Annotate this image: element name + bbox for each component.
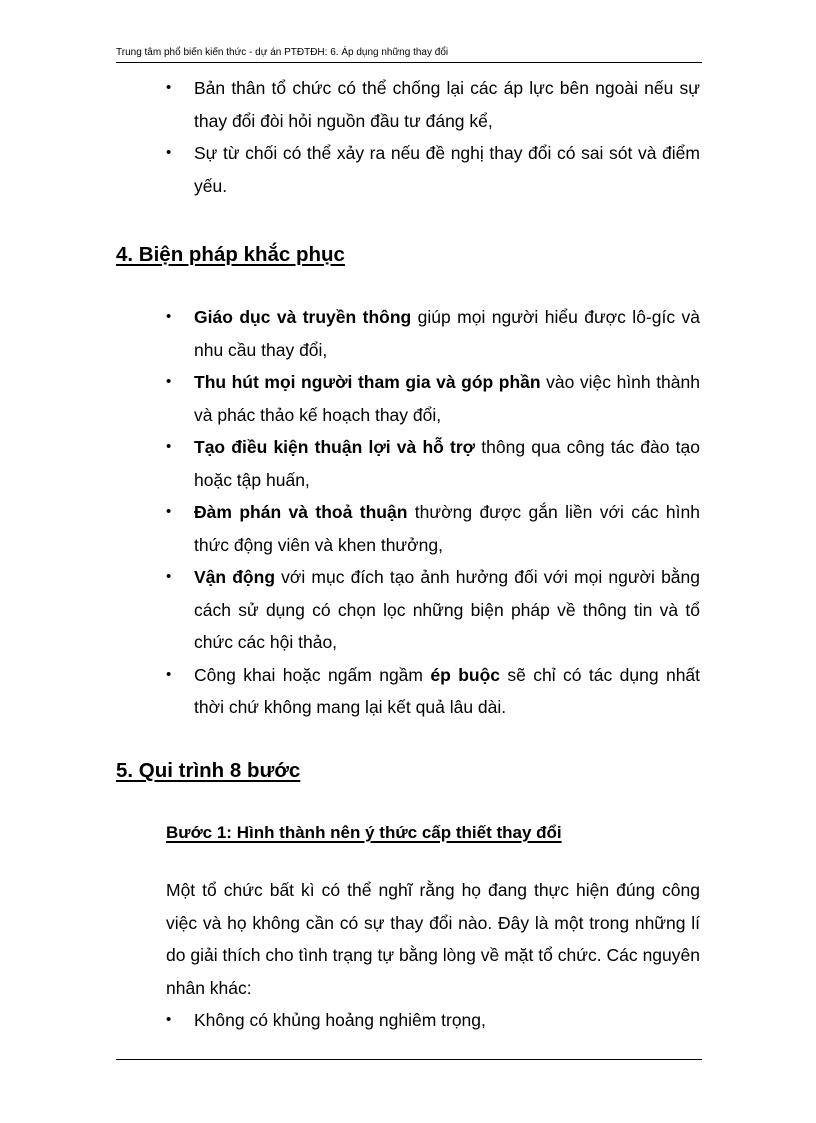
bullet-icon: •	[166, 438, 172, 455]
bullet-icon: •	[166, 665, 172, 683]
list-item: • Công khai hoặc ngấm ngầm ép buộc sẽ chỉ có tác dụng nhất thời chứ không mang lại kết quả lâu dài.	[166, 659, 700, 724]
list-item: • Không có khủng hoảng nghiêm trọng,	[166, 1004, 700, 1037]
list-item: • Giáo dục và truyền thông giúp mọi người hiểu được lô-gíc và nhu cầu thay đổi,	[166, 301, 700, 366]
section-4-title: 4. Biện pháp khắc phục	[116, 243, 345, 266]
bullet-icon: •	[166, 79, 172, 96]
section-4-bullet-list	[166, 301, 700, 724]
bullet-icon: •	[166, 308, 172, 325]
section-5-title: 5. Qui trình 8 bước	[116, 759, 301, 782]
list-item: • Bản thân tổ chức có thể chống lại các áp lực bên ngoài nếu sự thay đổi đòi hỏi nguồn đầu tư đáng kể,	[166, 72, 700, 137]
step-1-title: Bước 1: Hình thành nên ý thức cấp thiết thay đổi	[166, 823, 562, 842]
section-4-heading-wrap	[116, 243, 516, 267]
list-item: • Đàm phán và thoả thuận thường được gắn liền với các hình thức động viên và khen thưởng,	[166, 496, 700, 561]
running-header	[116, 47, 702, 63]
bullet-icon: •	[166, 568, 172, 585]
footer-divider	[116, 1059, 702, 1060]
intro-bullet-list	[166, 72, 700, 202]
bullet-icon: •	[166, 373, 172, 390]
list-item: • Sự từ chối có thể xảy ra nếu đề nghị thay đổi có sai sót và điểm yếu.	[166, 137, 700, 202]
bullet-icon: •	[166, 503, 172, 520]
list-item: • Vận động với mục đích tạo ảnh hưởng đối với mọi người bằng cách sử dụng có chọn lọc những biện pháp về thông tin và tổ chức các hội thảo,	[166, 561, 700, 659]
running-header-text: Trung tâm phổ biến kiến thức - dự án PTĐTĐH: 6. Áp dụng những thay đổi	[116, 47, 449, 58]
step-1-heading-wrap	[166, 823, 700, 843]
section-5-heading-wrap	[116, 759, 516, 783]
step-1-paragraph: Một tổ chức bất kì có thể nghĩ rằng họ đang thực hiện đúng công việc và họ không cần có sự thay đổi nào. Đây là một trong những lí do giải thích cho tình trạng tự bằng lòng về mặt tổ chức. Các nguyên nhân khác:	[166, 880, 700, 998]
list-item: • Tạo điều kiện thuận lợi và hỗ trợ thông qua công tác đào tạo hoặc tập huấn,	[166, 431, 700, 496]
list-item: • Thu hút mọi người tham gia và góp phần vào việc hình thành và phác thảo kế hoạch thay đổi,	[166, 366, 700, 431]
bullet-icon: •	[166, 144, 172, 161]
bullet-icon: •	[166, 1011, 172, 1028]
step-1-body	[166, 874, 700, 1037]
